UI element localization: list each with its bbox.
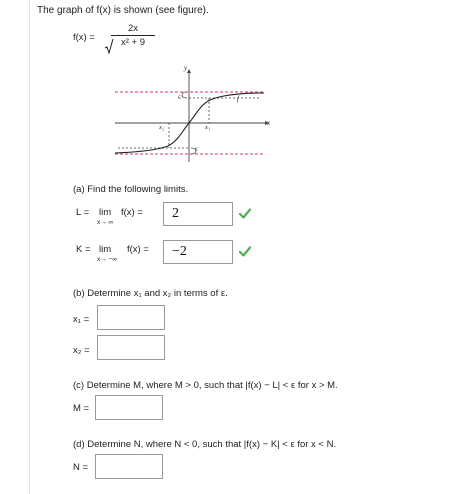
limit-K-lim: lim <box>99 244 112 255</box>
limit-L-lhs: L = <box>76 207 90 218</box>
limit-L-answer[interactable]: 2 <box>163 202 233 226</box>
x2-input[interactable] <box>97 335 165 360</box>
limit-L-fx: f(x) = <box>121 207 143 218</box>
M-input[interactable] <box>95 395 163 420</box>
intro-text: The graph of f(x) is shown (see figure). <box>37 5 209 16</box>
function-numerator: 2x <box>127 23 139 34</box>
limit-K-fx: f(x) = <box>127 244 149 255</box>
limit-L-lim: lim <box>99 207 112 218</box>
N-input[interactable] <box>95 454 163 479</box>
function-fraction <box>111 23 155 48</box>
x-axis-label: x <box>267 119 271 127</box>
fraction-bar <box>111 35 155 36</box>
part-a-heading: (a) Find the following limits. <box>73 184 189 195</box>
limit-L-under: x→ ∞ <box>97 219 114 226</box>
y-axis-arrow <box>187 69 191 73</box>
N-input-label: N = <box>73 462 89 473</box>
check-icon <box>239 208 251 219</box>
sqrt-symbol <box>104 38 114 54</box>
x2-label: x₂ <box>159 124 165 131</box>
x2-input-label: x₂ = <box>73 345 90 356</box>
left-margin-rule <box>29 0 30 494</box>
limit-K-lhs: K = <box>76 244 91 255</box>
part-c-heading: (c) Determine M, where M > 0, such that |f(x) − L| < ε for x > M. <box>73 380 338 391</box>
function-lhs: f(x) = <box>73 32 95 43</box>
y-axis-label: y <box>184 64 188 72</box>
epsilon-brace-top <box>182 92 187 98</box>
part-d-heading: (d) Determine N, where N < 0, such that |f(x) − K| < ε for x < N. <box>73 439 337 450</box>
function-denominator: x² + 9 <box>120 37 146 48</box>
limit-K-under: x→ −∞ <box>97 256 117 263</box>
x1-input[interactable] <box>97 305 165 330</box>
M-input-label: M = <box>73 403 90 414</box>
x1-label: x₁ <box>205 124 211 131</box>
limit-K-answer[interactable]: −2 <box>163 240 233 264</box>
epsilon-label-bottom: ε <box>195 145 198 153</box>
x1-input-label: x₁ = <box>73 314 90 325</box>
epsilon-label-top: ε <box>178 93 181 101</box>
part-b-heading: (b) Determine x₁ and x₂ in terms of ε. <box>73 288 228 299</box>
curve-label-f: f <box>237 95 239 103</box>
graph-figure <box>110 62 278 170</box>
check-icon <box>239 246 251 257</box>
